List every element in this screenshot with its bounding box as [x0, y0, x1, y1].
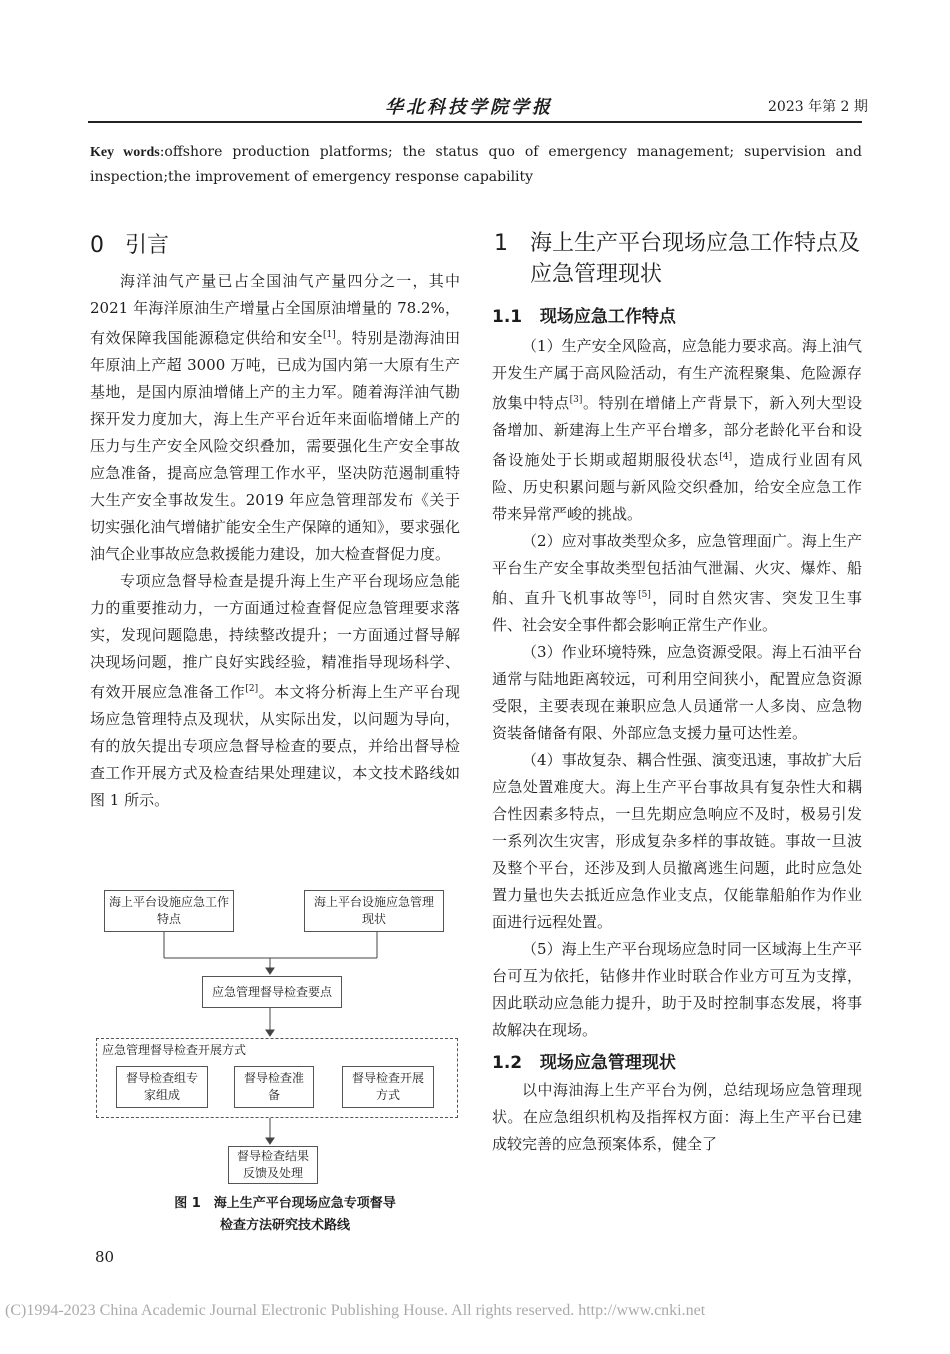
copyright-footer: (C)1994-2023 China Academic Journal Electronic Publishing House. All rights reserved. http://www.cnki.net	[5, 1302, 706, 1319]
section-1-1-heading: 1.1 现场应急工作特点	[492, 307, 676, 327]
section-1-number: 1	[494, 231, 508, 256]
left-column	[90, 268, 460, 814]
right-column	[492, 302, 862, 1158]
citation-2[interactable]: [2]	[245, 684, 259, 694]
header-rule	[88, 121, 862, 123]
feature-paragraph-3: （3）作业环境特殊，应急资源受限。海上石油平台通常与陆地距离较远，可利用空间狭小，配置应急资源受限，主要表现在兼职应急人员通常一人多岗、应急物资装备储备有限、外部应急支援力量可达性差。	[492, 643, 862, 742]
feature-paragraph-5: （5）海上生产平台现场应急时同一区域海上生产平台可互为依托，钻修井作业时联合作业方可互为支撑，因此联动应急能力提升，助于及时控制事态发展，将事故解决在现场。	[492, 940, 862, 1039]
page-number: 80	[95, 1248, 115, 1266]
section-0-heading	[90, 228, 169, 259]
keywords-label: Key words	[90, 145, 160, 160]
box-inspection-points: 应急管理督导检查要点	[202, 976, 342, 1008]
figure-1-caption: 图 1 海上生产平台现场应急专项督导 检查方法研究技术路线	[174, 1196, 396, 1233]
box-method: 督导检查开展方式	[342, 1066, 434, 1108]
citation-5[interactable]: [5]	[638, 590, 651, 600]
section-1-2-heading: 1.2 现场应急管理现状	[492, 1053, 676, 1073]
group-label: 应急管理督导检查开展方式	[102, 1043, 247, 1057]
box-feedback: 督导检查结果反馈及处理	[228, 1146, 318, 1184]
box-management-status: 海上平台设施应急管理现状	[304, 890, 444, 932]
journal-title: 华北科技学院学报	[385, 97, 553, 118]
figure-1	[94, 880, 464, 1190]
box-emergency-features: 海上平台设施应急工作特点	[104, 890, 234, 932]
issue-label: 2023 年第 2 期	[768, 99, 868, 115]
keywords-text: :offshore production platforms; the status quo of emergency management; supervision and inspection;the improvement of emergency response capability	[90, 144, 862, 185]
box-preparation: 督导检查准备	[234, 1066, 314, 1108]
citation-4[interactable]: [4]	[719, 452, 733, 462]
section-1-title: 海上生产平台现场应急工作特点及应急管理现状	[530, 231, 861, 287]
section-0-title: 引言	[124, 233, 169, 258]
intro-paragraph-2: 专项应急督导检查是提升海上生产平台现场应急能力的重要推动力，一方面通过检查督促应急管理要求落实，发现问题隐患，持续整改提升；一方面通过督导解决现场问题，推广良好实践经验，精准指导现场科学、有效开展应急准备工作[2]。本文将分析海上生产平台现场应急管理特点及现状，从实际出发，以问题为导向，有的放矢提出专项应急督导检查的要点，并给出督导检查工作开展方式及检查结果处理建议，本文技术路线如图 1 所示。	[90, 572, 460, 809]
section-0-number: 0	[90, 233, 104, 258]
intro-paragraph-1: 海洋油气产量已占全国油气产量四分之一，其中 2021 年海洋原油生产增量占全国原油增量的 78.2%，有效保障我国能源稳定供给和安全[1]。特别是渤海油田年原油上产超 3000 万吨，已成为国内第一大原有生产基地，是国内原油增储上产的主力军。随着海洋油气勘探开发力度加大，海上生产平台近年来面临增储上产的压力与生产安全风险交织叠加，需要强化生产安全事故应急准备，提高应急管理工作水平，坚决防范遏制重特大生产安全事故发生。2019 年应急管理部发布《关于切实强化油气增储扩能安全生产保障的通知》，要求强化油气企业事故应急救援能力建设，加大检查督促力度。	[90, 272, 460, 563]
feature-paragraph-1: （1）生产安全风险高，应急能力要求高。海上油气开发生产属于高风险活动，有生产流程聚集、危险源存放集中特点[3]。特别在增储上产背景下，新入列大型设备增加、新建海上生产平台增多，部分老龄化平台和设备设施处于长期或超期服役状态[4]，造成行业固有风险、历史积累问题与新风险交织叠加，给安全应急工作带来异常严峻的挑战。	[492, 337, 862, 523]
section-1-heading	[494, 228, 874, 298]
keywords	[90, 140, 862, 189]
feature-paragraph-2: （2）应对事故类型众多，应急管理面广。海上生产平台生产安全事故类型包括油气泄漏、火灾、爆炸、船舶、直升飞机事故等[5]，同时自然灾害、突发卫生事件、社会安全事件都会影响正常生产作业。	[492, 532, 862, 634]
status-paragraph-1: 以中海油海上生产平台为例，总结现场应急管理现状。在应急组织机构及指挥权方面：海上生产平台已建成较完善的应急预案体系，健全了	[492, 1081, 862, 1153]
box-expert-team: 督导检查组专家组成	[116, 1066, 208, 1108]
feature-paragraph-4: （4）事故复杂、耦合性强、演变迅速，事故扩大后应急处置难度大。海上生产平台事故具有复杂性大和耦合性因素多特点，一旦先期应急响应不及时，极易引发一系列次生灾害，形成复杂多样的事故链。事故一旦波及整个平台，还涉及到人员撤离逃生问题，此时应急处置力量也失去抵近应急作业支点，仅能靠船舶作为作业面进行远程处置。	[492, 751, 862, 931]
citation-3[interactable]: [3]	[569, 395, 583, 405]
citation-1[interactable]: [1]	[322, 330, 336, 340]
